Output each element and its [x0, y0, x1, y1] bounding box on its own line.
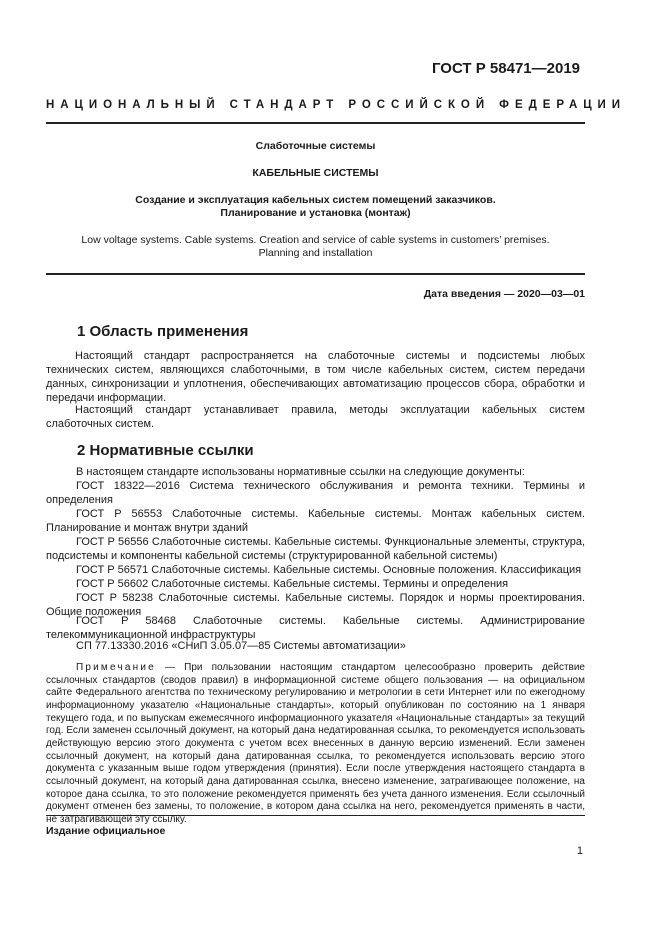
reference-code: ГОСТ 18322—2016: [76, 480, 180, 492]
reference-item: [46, 564, 585, 578]
references-note: [46, 662, 585, 827]
header-divider: [46, 122, 585, 124]
reference-code: ГОСТ Р 58468: [76, 615, 177, 627]
note-label: Примечание: [76, 662, 156, 673]
reference-code: ГОСТ Р 56556: [76, 536, 149, 548]
title-subject: КАБЕЛЬНЫЕ СИСТЕМЫ: [252, 167, 379, 179]
reference-title: Слаботочные системы. Кабельные системы. Основные положения. Классификация: [151, 564, 582, 576]
note-text: — При пользовании настоящим стандартом целесообразно проверить действие ссылочных стандартов (сводов правил) в информационной системе общего пользования — на официальном сайте Федерального агентства по техническому регулированию и метрологии в сети Интернет или по ежегодному информационному указателю «Национальные стандарты», который опубликован по состоянию на 1 января текущего года, и по выпускам ежемесячного информационного указателя «Национальные стандарты» за текущий год. Если заменен ссылочный документ, на который дана недатированная ссылка, то рекомендуется использовать действующую версию этого документа с учетом всех внесенных в данную версию изменений. Если заменен ссылочный документ, на который дана датированная ссылка, то рекомендуется использовать версию этого документа с указанным выше годом утверждения (принятия). Если после утверждения настоящего стандарта в ссылочный документ, на который дана датированная ссылка, внесено изменение, затрагивающее положение, на которое дана ссылка, то это положение рекомендуется применять без учета данного изменения. Если ссылочный документ отменен без замены, то положение, в котором дана ссылка на него, рекомендуется применять в части, не затрагивающей эту ссылку.: [46, 662, 585, 825]
reference-title: Слаботочные системы. Кабельные системы. Функциональные элементы, структура, подсистемы и компоненты кабельной системы (структурированной кабельной системы): [46, 536, 586, 562]
reference-item: [46, 508, 585, 536]
section1-paragraph-2: Настоящий стандарт устанавливает правила, методы эксплуатации кабельных систем слаботочных систем.: [46, 404, 585, 430]
title-divider: [46, 273, 585, 275]
edition-label: Издание официальное: [46, 825, 166, 837]
title-name-line1: Создание и эксплуатация кабельных систем помещений заказчиков.: [135, 194, 496, 206]
reference-code: СП 77.13330.2016: [76, 640, 169, 652]
standard-number: ГОСТ Р 58471—2019: [431, 60, 580, 77]
reference-title: Система технического обслуживания и ремонта техники. Термины и определения: [46, 480, 585, 506]
section1-paragraph-1: Настоящий стандарт распространяется на слаботочные системы и подсистемы любых технических систем, являющихся слаботочными, в том числе кабельных систем, систем передачи данных, синхронизации и уплотнения, обеспечивающих автоматизацию процессов сбора, обработки и передачи информации.: [46, 350, 585, 404]
reference-item: [46, 578, 585, 592]
reference-code: ГОСТ Р 58238: [76, 592, 154, 604]
national-standard-banner: НАЦИОНАЛЬНЫЙ СТАНДАРТ РОССИЙСКОЙ ФЕДЕРАЦИИ: [46, 99, 626, 111]
reference-item: [46, 640, 585, 654]
reference-title: Слаботочные системы. Кабельные системы. Монтаж кабельных систем. Планирование и монтаж внутри зданий: [46, 508, 585, 534]
english-title-line1: Low voltage systems. Cable systems. Creation and service of cable systems in customers’ premises.: [81, 234, 550, 246]
reference-item: [46, 480, 585, 508]
footer-divider: [46, 815, 585, 816]
reference-title: Слаботочные системы. Кабельные системы. Порядок и нормы проектирования. Общие положения: [46, 592, 585, 618]
section1-heading: 1 Область применения: [77, 323, 249, 340]
reference-code: ГОСТ Р 56553: [76, 508, 163, 520]
reference-title: Слаботочные системы. Кабельные системы. Термины и определения: [151, 578, 509, 590]
title-group: Слаботочные системы: [255, 140, 376, 152]
reference-title: Слаботочные системы. Кабельные системы. Администрирование телекоммуникационной инфраструктуры: [46, 615, 586, 641]
reference-item: [46, 615, 585, 643]
reference-code: ГОСТ Р 56602: [76, 578, 149, 590]
title-name-line2: Планирование и установка (монтаж): [220, 207, 411, 219]
reference-title: «СНиП 3.05.07—85 Системы автоматизации»: [171, 640, 406, 652]
introduction-date: Дата введения — 2020—03—01: [423, 288, 585, 300]
english-title-line2: Planning and installation: [258, 247, 373, 259]
reference-item: [46, 536, 585, 564]
section2-heading: 2 Нормативные ссылки: [77, 442, 254, 459]
references-intro: В настоящем стандарте использованы нормативные ссылки на следующие документы:: [76, 466, 525, 478]
reference-code: ГОСТ Р 56571: [76, 564, 149, 576]
page-number: 1: [576, 845, 583, 857]
